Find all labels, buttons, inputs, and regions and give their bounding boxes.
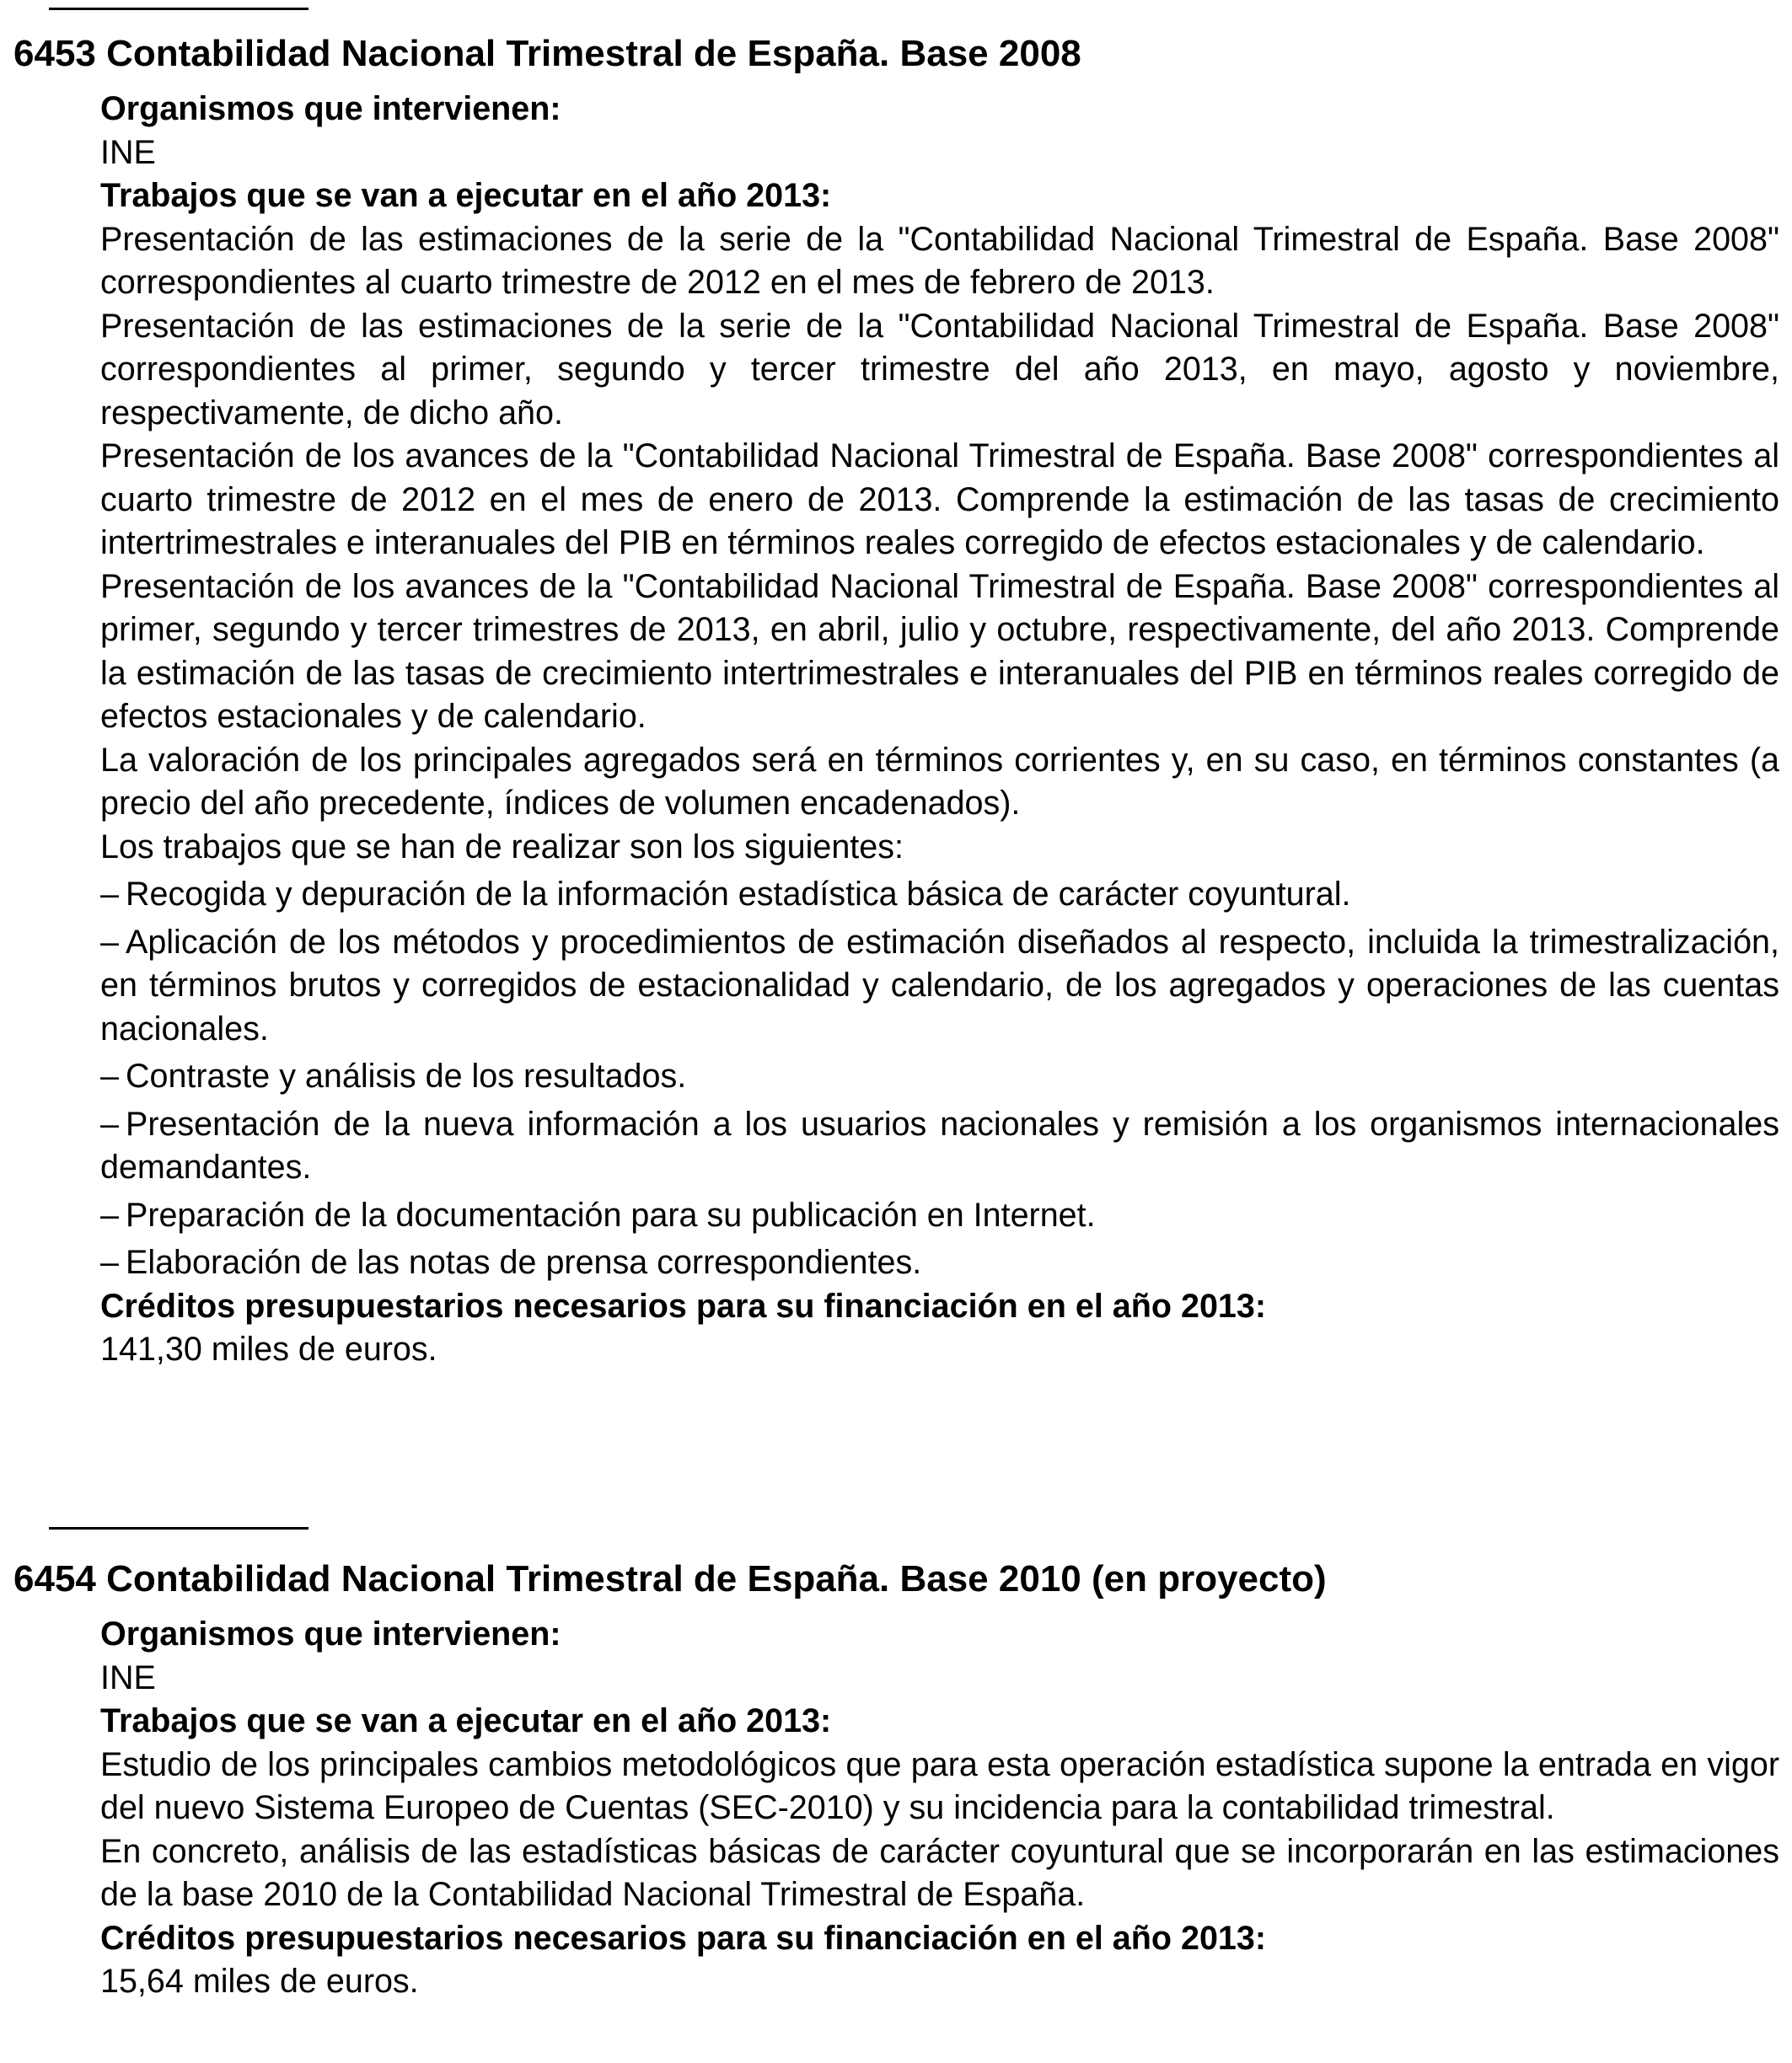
- list-item-text: Elaboración de las notas de prensa correspondientes.: [125, 1244, 922, 1281]
- footnote-rule: [49, 8, 309, 10]
- organismos-label: Organismos que intervienen:: [100, 1616, 561, 1653]
- list-item: [100, 1241, 1779, 1285]
- paragraph: Presentación de los avances de la "Contabilidad Nacional Trimestral de España. Base 2008" correspondientes al cuarto trimestre de 2012 en el mes de enero de 2013. Comprende la estimación de las tasas de crecimiento intertrimestrales e interanuales del PIB en términos reales corregido de efectos estacionales y de calendario.: [100, 437, 1779, 561]
- list-item: [100, 921, 1779, 1052]
- section-title: 6454 Contabilidad Nacional Trimestral de España. Base 2010 (en proyecto): [13, 1558, 1327, 1599]
- list-item-text: Preparación de la documentación para su publicación en Internet.: [125, 1196, 1096, 1234]
- dash-bullet: –: [100, 1105, 119, 1143]
- list-item-text: Aplicación de los métodos y procedimientos de estimación diseñados al respecto, incluida la trimestralización, en términos brutos y corregidos de estacionalidad y calendario, de los agregados y operaciones de las cuentas nacionales.: [100, 923, 1779, 1048]
- list-item: [100, 873, 1779, 917]
- creditos-value: 141,30 miles de euros.: [100, 1331, 437, 1368]
- organismos-value: INE: [100, 133, 156, 171]
- trabajos-label: Trabajos que se van a ejecutar en el año 2013:: [100, 177, 832, 214]
- list-item-text: Presentación de la nueva información a los usuarios nacionales y remisión a los organismos internacionales demandantes.: [100, 1105, 1779, 1186]
- trabajos-label: Trabajos que se van a ejecutar en el año 2013:: [100, 1702, 832, 1739]
- paragraph: La valoración de los principales agregados será en términos corrientes y, en su caso, en términos constantes (a precio del año precedente, índices de volumen encadenados).: [100, 741, 1779, 822]
- section-body: [100, 1613, 1779, 2004]
- paragraph: Presentación de los avances de la "Contabilidad Nacional Trimestral de España. Base 2008" correspondientes al primer, segundo y tercer trimestres de 2013, en abril, julio y octubre, respectivamente, del año 2013. Comprende la estimación de las tasas de crecimiento intertrimestrales e interanuales del PIB en términos reales corregido de efectos estacionales y de calendario.: [100, 567, 1779, 735]
- dash-bullet: –: [100, 1244, 119, 1281]
- dash-bullet: –: [100, 1058, 119, 1095]
- section-title: 6453 Contabilidad Nacional Trimestral de España. Base 2008: [13, 33, 1081, 74]
- creditos-value: 15,64 miles de euros.: [100, 1963, 419, 2000]
- paragraph: Presentación de las estimaciones de la serie de la "Contabilidad Nacional Trimestral de España. Base 2008" correspondientes al primer, segundo y tercer trimestre del año 2013, en mayo, agosto y noviembre, respectivamente, de dicho año.: [100, 307, 1779, 431]
- list-item-text: Recogida y depuración de la información estadística básica de carácter coyuntural.: [125, 876, 1351, 913]
- paragraph: Presentación de las estimaciones de la serie de la "Contabilidad Nacional Trimestral de España. Base 2008" correspondientes al cuarto trimestre de 2012 en el mes de febrero de 2013.: [100, 220, 1779, 301]
- organismos-label: Organismos que intervienen:: [100, 90, 561, 127]
- organismos-value: INE: [100, 1658, 156, 1696]
- dash-bullet: –: [100, 876, 119, 913]
- paragraph: Los trabajos que se han de realizar son los siguientes:: [100, 828, 904, 865]
- list-item: [100, 1055, 1779, 1099]
- paragraph: En concreto, análisis de las estadísticas básicas de carácter coyuntural que se incorporarán en las estimaciones de la base 2010 de la Contabilidad Nacional Trimestral de España.: [100, 1832, 1779, 1913]
- list-item: [100, 1194, 1779, 1238]
- creditos-label: Créditos presupuestarios necesarios para su financiación en el año 2013:: [100, 1919, 1267, 1957]
- creditos-label: Créditos presupuestarios necesarios para su financiación en el año 2013:: [100, 1287, 1267, 1325]
- dash-bullet: –: [100, 1196, 119, 1234]
- list-item: [100, 1103, 1779, 1190]
- footnote-rule: [49, 1527, 309, 1530]
- section-body: [100, 88, 1779, 1372]
- paragraph: Estudio de los principales cambios metodológicos que para esta operación estadística supone la entrada en vigor del nuevo Sistema Europeo de Cuentas (SEC-2010) y su incidencia para la contabilidad trimestral.: [100, 1745, 1779, 1826]
- list-item-text: Contraste y análisis de los resultados.: [125, 1058, 687, 1095]
- dash-bullet: –: [100, 923, 119, 961]
